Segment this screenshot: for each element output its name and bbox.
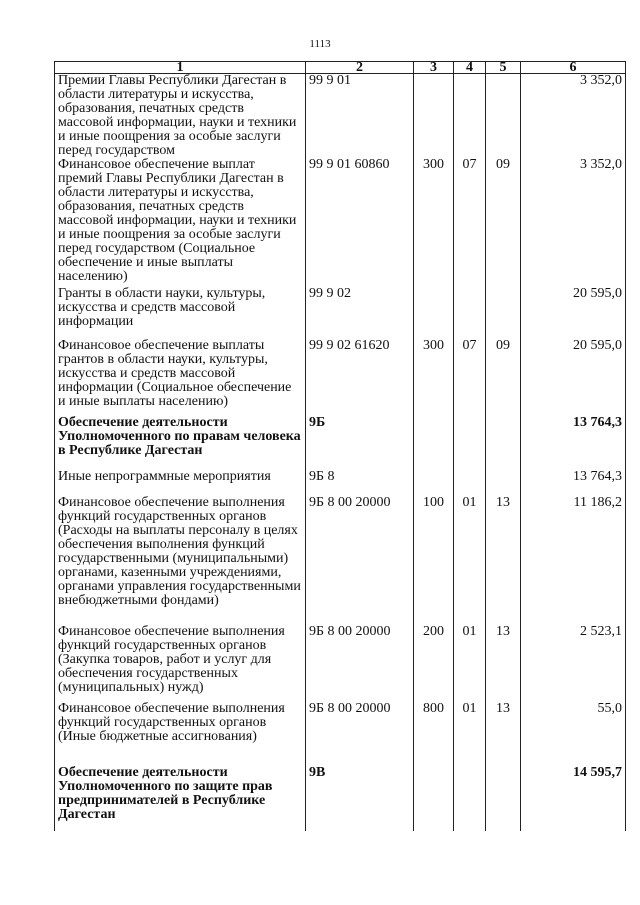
row-name: Обеспечение деятельности Уполномоченного по правам человека в Республике Дагестан bbox=[55, 416, 306, 470]
row-code: 99 9 02 bbox=[306, 287, 414, 339]
row-amount: 13 764,3 bbox=[521, 470, 626, 496]
row-name: Финансовое обеспечение выполнения функций государственных органов (Расходы на выплаты персоналу в целях обеспечения выполнения функций государственными (муниципальными) органами, казенными учреждениями, органами управления государственными внебюджетными фондами) bbox=[55, 496, 306, 625]
row-col3: 200 bbox=[414, 625, 454, 702]
row-code: 99 9 02 61620 bbox=[306, 339, 414, 416]
row-amount: 3 352,0 bbox=[521, 74, 626, 159]
row-code: 9Б 8 00 20000 bbox=[306, 625, 414, 702]
row-col5: 13 bbox=[486, 625, 521, 702]
row-col4 bbox=[454, 416, 486, 470]
budget-table bbox=[54, 61, 626, 831]
row-col5: 09 bbox=[486, 339, 521, 416]
table-row bbox=[55, 766, 626, 831]
row-col4 bbox=[454, 470, 486, 496]
row-name: Премии Главы Республики Дагестан в области литературы и искусства, образования, печатных средств массовой информации, науки и техники и иные поощрения за особые заслуги перед государством bbox=[55, 74, 306, 159]
row-amount: 20 595,0 bbox=[521, 287, 626, 339]
row-code: 9В bbox=[306, 766, 414, 831]
row-col5 bbox=[486, 74, 521, 159]
row-col3 bbox=[414, 416, 454, 470]
row-col4: 07 bbox=[454, 158, 486, 287]
column-header-4: 4 bbox=[454, 62, 486, 74]
row-col3 bbox=[414, 766, 454, 831]
row-amount: 2 523,1 bbox=[521, 625, 626, 702]
row-col5: 13 bbox=[486, 496, 521, 625]
row-amount: 55,0 bbox=[521, 702, 626, 766]
column-header-2: 2 bbox=[306, 62, 414, 74]
table-body bbox=[55, 74, 626, 832]
table-row bbox=[55, 339, 626, 416]
row-col4: 07 bbox=[454, 339, 486, 416]
row-code: 9Б bbox=[306, 416, 414, 470]
row-col4 bbox=[454, 766, 486, 831]
table-row bbox=[55, 416, 626, 470]
row-code: 9Б 8 bbox=[306, 470, 414, 496]
table-header bbox=[55, 62, 626, 74]
row-name: Финансовое обеспечение выплат премий Главы Республики Дагестан в области литературы и искусства, образования, печатных средств массовой информации, науки и техники и иные поощрения за особые заслуги перед государством (Социальное обеспечение и иные выплаты населению) bbox=[55, 158, 306, 287]
row-col4: 01 bbox=[454, 625, 486, 702]
row-col3: 300 bbox=[414, 158, 454, 287]
table-row bbox=[55, 625, 626, 702]
row-col4 bbox=[454, 74, 486, 159]
row-name: Финансовое обеспечение выполнения функций государственных органов (Закупка товаров, работ и услуг для обеспечения государственных (муниципальных) нужд) bbox=[55, 625, 306, 702]
row-code: 99 9 01 bbox=[306, 74, 414, 159]
row-col3: 100 bbox=[414, 496, 454, 625]
row-amount: 20 595,0 bbox=[521, 339, 626, 416]
row-name: Гранты в области науки, культуры, искусства и средств массовой информации bbox=[55, 287, 306, 339]
row-col5 bbox=[486, 766, 521, 831]
table-row bbox=[55, 496, 626, 625]
row-name: Иные непрограммные мероприятия bbox=[55, 470, 306, 496]
table-row bbox=[55, 287, 626, 339]
row-col3 bbox=[414, 74, 454, 159]
table-row bbox=[55, 702, 626, 766]
row-col5: 09 bbox=[486, 158, 521, 287]
table-row bbox=[55, 74, 626, 159]
row-col3 bbox=[414, 287, 454, 339]
column-header-5: 5 bbox=[486, 62, 521, 74]
table-row bbox=[55, 470, 626, 496]
row-amount: 3 352,0 bbox=[521, 158, 626, 287]
row-col4: 01 bbox=[454, 702, 486, 766]
column-header-3: 3 bbox=[414, 62, 454, 74]
row-col3: 800 bbox=[414, 702, 454, 766]
row-col5 bbox=[486, 470, 521, 496]
row-code: 9Б 8 00 20000 bbox=[306, 702, 414, 766]
header-row bbox=[55, 62, 626, 74]
row-col5: 13 bbox=[486, 702, 521, 766]
row-amount: 11 186,2 bbox=[521, 496, 626, 625]
page-number: 1113 bbox=[309, 38, 331, 50]
row-col5 bbox=[486, 416, 521, 470]
row-amount: 13 764,3 bbox=[521, 416, 626, 470]
row-col4: 01 bbox=[454, 496, 486, 625]
row-col3 bbox=[414, 470, 454, 496]
row-col4 bbox=[454, 287, 486, 339]
row-col5 bbox=[486, 287, 521, 339]
row-code: 99 9 01 60860 bbox=[306, 158, 414, 287]
row-col3: 300 bbox=[414, 339, 454, 416]
column-header-1: 1 bbox=[55, 62, 306, 74]
table-row bbox=[55, 158, 626, 287]
row-name: Финансовое обеспечение выплаты грантов в области науки, культуры, искусства и средств массовой информации (Социальное обеспечение и иные выплаты населению) bbox=[55, 339, 306, 416]
row-name: Финансовое обеспечение выполнения функций государственных органов (Иные бюджетные ассигнования) bbox=[55, 702, 306, 766]
row-name: Обеспечение деятельности Уполномоченного по защите прав предпринимателей в Республике Дагестан bbox=[55, 766, 306, 831]
row-code: 9Б 8 00 20000 bbox=[306, 496, 414, 625]
row-amount: 14 595,7 bbox=[521, 766, 626, 831]
column-header-6: 6 bbox=[521, 62, 626, 74]
